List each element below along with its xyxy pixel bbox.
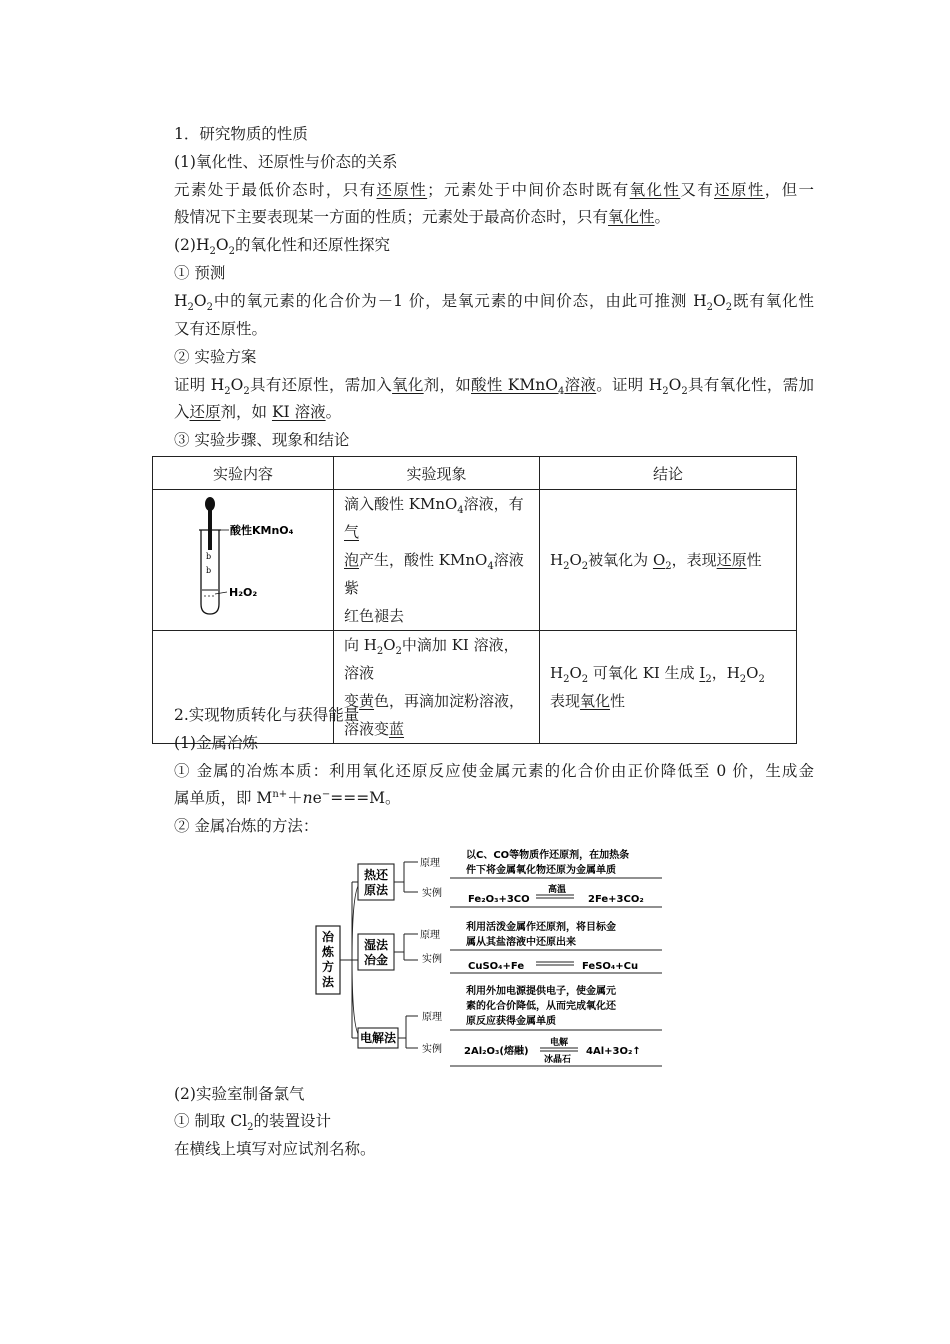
branch-brace [398,1016,418,1048]
item-plan: ② 实验方案 [174,348,257,366]
plan-text: 证明 $H_2O_2$具有还原性，需加入氧化剂，如酸性 KMnO$_4$溶液。证明 $H_2O_2$具有氧化性，需加 [174,376,814,398]
branch-label: 冶金 [363,953,389,967]
paragraph-valence-rule-cont: 般情况下主要表现某一方面的性质；元素处于最高价态时，只有氧化性。 [174,208,671,226]
condition-bottom: 冰晶石 [544,1055,572,1065]
equation-right: 2Fe+3CO₂ [588,894,644,905]
principle-label: 原理 [420,858,440,869]
row2-phenomenon: 向 $H_2O_2$中滴加 KI 溶液，溶液 变黄色，再滴加淀粉溶液， 溶液变蓝 [334,631,540,744]
principle-text: 原反应获得金属单质 [466,1016,556,1027]
header-phenomenon: 实验现象 [334,457,540,490]
subsection-oxidation-valence: (1)氧化性、还原性与价态的关系 [174,153,398,171]
example-label: 实例 [422,954,442,965]
row2-conclusion: $H_2O_2$ 可氧化 KI 生成 $I_2$，$H_2O_2$ 表现氧化性 [540,631,797,744]
branch-label: 原法 [363,883,389,897]
example-label: 实例 [422,888,442,899]
header-conclusion: 结论 [540,457,797,490]
smelting-method: ② 金属冶炼的方法： [174,817,319,835]
table-row [153,490,797,631]
equation-left: CuSO₄+Fe [468,961,525,972]
predict-text: $H_2O_2$中的氧元素的化合价为－1 价，是氧元素的中间价态，由此可推测 $H_2O_2$既有氧化性 [174,292,814,314]
principle-text: 利用外加电源提供电子，使金属元 [466,986,616,997]
dropper-bulb [205,497,215,511]
branch-brace [394,934,418,960]
equation-right: FeSO₄+Cu [582,961,639,972]
tube-figure-cell [153,490,334,631]
condition-top: 高温 [548,885,567,895]
plan-text-cont: 入还原剂，如 KI 溶液。 [174,403,342,421]
example-label: 实例 [422,1044,442,1055]
principle-text: 件下将金属氧化物还原为金属单质 [466,865,616,876]
root-label: 方 [321,960,335,974]
principle-label: 原理 [420,930,440,941]
equation-left: Fe₂O₃+3CO [468,894,530,905]
section-2-heading: 2.实现物质转化与获得能量 [174,706,360,724]
table-row [153,631,797,744]
predict-text-cont: 又有还原性。 [174,320,268,338]
branch-label: 热还 [363,868,389,882]
subsection-chlorine-prep: (2)实验室制备氯气 [174,1085,305,1103]
reagent-label: 酸性KMnO₄ [230,523,294,537]
bubble-icon: b [206,565,212,575]
liquid-leader-line [215,592,227,594]
root-label: 炼 [321,945,335,959]
principle-text: 属从其盐溶液中还原出来 [466,937,576,948]
bubble-icon: b [206,551,212,561]
smelting-essence: ① 金属的冶炼本质：利用氧化还原反应使金属元素的化合价由正价降低至 0 价，生成金 [174,762,814,780]
equation-right: 4Al+3O₂↑ [586,1046,641,1057]
principle-text: 利用活泼金属作还原剂，将目标金 [466,922,616,933]
branch-brace [394,862,418,892]
liquid-label: H₂O₂ [229,585,258,599]
header-content: 实验内容 [153,457,334,490]
fill-instruction: 在横线上填写对应试剂名称。 [174,1140,376,1158]
table-header-row [153,457,797,490]
brace-curve [352,960,362,1038]
equation-left: 2Al₂O₃(熔融) [464,1046,529,1057]
item-cl2-apparatus: ① 制取 $Cl_2$的装置设计 [174,1112,332,1134]
row1-phenomenon: 滴入酸性 KMnO$_4$溶液，有气 泡产生，酸性 KMnO$_4$溶液紫 红色褪去 [334,490,540,631]
principle-text: 素的化合价降低，从而完成氧化还 [466,1001,616,1012]
root-label: 冶 [321,930,335,944]
branch-label: 电解法 [359,1031,397,1045]
smelting-methods-diagram [310,842,670,1074]
principle-text: 以C、CO等物质作还原剂，在加热条 [466,850,630,861]
subsection-metal-smelting: (1)金属冶炼 [174,734,258,752]
item-steps: ③ 实验步骤、现象和结论 [174,431,350,449]
root-label: 法 [321,975,335,989]
condition-top: 电解 [550,1038,569,1048]
experiment-table [152,456,797,744]
item-predict: ① 预测 [174,264,226,282]
paragraph-valence-rule: 元素处于最低价态时，只有还原性；元素处于中间价态时既有氧化性又有还原性，但一 [174,181,814,199]
section-1-heading: 1．研究物质的性质 [174,125,308,143]
branch-label: 湿法 [363,938,389,952]
row2-content [153,631,334,744]
principle-label: 原理 [422,1012,442,1023]
row1-conclusion: $H_2O_2$被氧化为 $O_2$，表现还原性 [540,490,797,631]
subsection-h2o2: $(2)H_2O_2$的氧化性和还原性探究 [174,236,390,258]
smelting-essence-cont: 属单质，即 $M^{n+}+ne^-===M$。 [174,788,401,807]
root-brace [340,882,358,1038]
test-tube-figure [153,492,333,620]
